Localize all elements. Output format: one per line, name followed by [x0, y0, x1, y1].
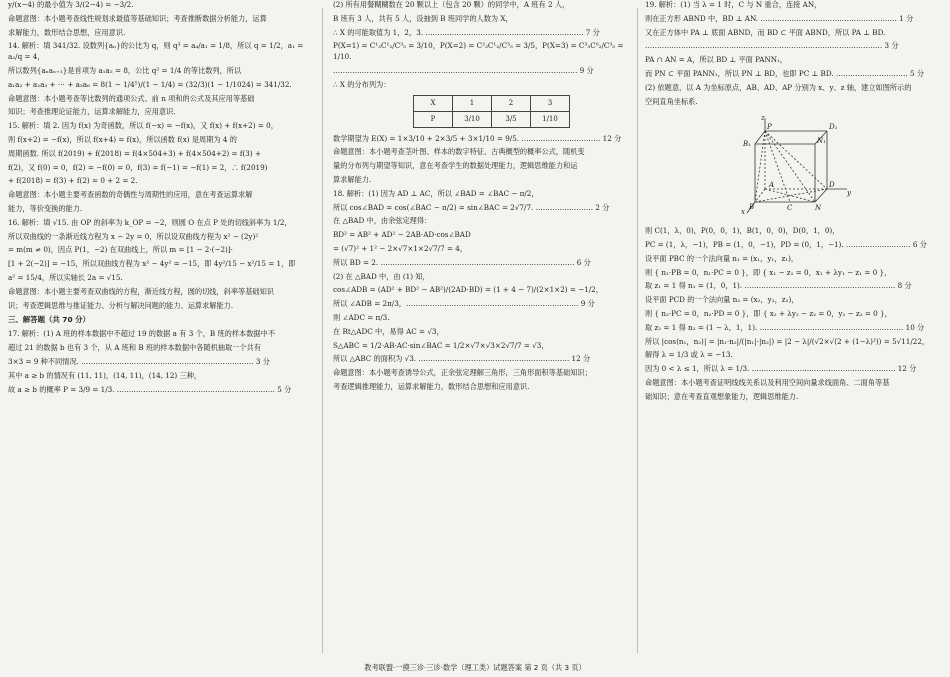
text-line: BD² = AB² + AD² − 2AB·AD·cos∠BAD [333, 230, 471, 240]
text-line: 算求解能力. [333, 174, 372, 184]
text-line: = m(m ≠ 0)，因点 P(1，−2) 在双曲线上，所以 m = [1 − 2·(−2)]· [8, 245, 233, 255]
point-label: B₁ [743, 140, 751, 149]
text-line: 所以 △ABC 的面积为 √3. ……………………………………………………… 12 分 [333, 354, 591, 364]
axis-label-y: y [847, 189, 851, 198]
text-line: 命题意图：本小题考查等比数列的通项公式、前 n 项和的公式及其应用等基础 [8, 93, 255, 103]
axis-label-x: x [741, 208, 745, 217]
text-line: 周期函数. 所以 f(2019) + f(2018) = f(4×504+3) + f(4×504+2) = f(3) + [8, 148, 261, 158]
table-cell: 3/5 [492, 111, 531, 127]
text-line: 所以 ∠ADB = 2π/3，……………………………………………………………… 9 分 [333, 299, 595, 309]
text-line: + f(2018) = f(3) + f(2) = 0 + 2 = 2. [8, 176, 138, 186]
text-line: PC = (1，λ，−1)，PB = (1，0，−1)，PD = (0，1，−1). ……………………… 6 分 [645, 239, 927, 249]
section-heading: 三、解答题（共 70 分） [8, 315, 90, 325]
text-line: 超过 21 的数据 b 也有 3 个，从 A 班和 B 班的样本数据中各随机抽取一个共有 [8, 343, 261, 353]
text-line: 设平面 PCD 的一个法向量 n₂ = (x₂，y₂，z₂)， [645, 295, 799, 305]
text-line: 命题意图：本小题考查茎叶图、样本的数字特征、古典概型的概率公式，随机变 [333, 147, 585, 157]
point-label: D₁ [829, 123, 838, 132]
text-line: 又在正方体中 PA ⊥ 底面 ABND，而 BD ⊂ 平面 ABND，所以 PA ⊥ BD. [645, 27, 886, 37]
table-cell: X [414, 95, 453, 111]
text-line: 则 C(1，λ，0)，P(0，0，1)，B(1，0，0)，D(0，1，0)， [645, 226, 840, 236]
text-line: 而 PN ⊂ 平面 PANN₁，所以 PN ⊥ BD，也即 PC ⊥ BD. ………………………… 5 分 [645, 68, 925, 78]
text-line: a² = 15/4，所以实轴长 2a = √15. [8, 272, 123, 282]
text-line: P(X=1) = C¹₃C¹₂/C³₅ = 3/10，P(X=2) = C²₃C¹₂/C³₅ = 3/5，P(X=3) = C³₃C⁰₂/C³₅ = 1/10. [333, 41, 624, 62]
text-line: 设平面 PBC 的一个法向量 n₁ = (x₁，y₁，z₁)， [645, 253, 799, 263]
column-middle [333, 0, 628, 660]
text-line: y/(x−4) 的最小值为 3/(2−4) = −3/2. [8, 0, 134, 9]
text-line: = (√7)² + 1² − 2×√7×1×2√7/7 = 4， [333, 243, 468, 253]
text-line: a₁a₂ + a₂a₃ + ⋯ + a₅a₆ = 8(1 − 1/4⁵)/(1 − 1/4) = (32/3)(1 − 1/1024) = 341/32. [8, 79, 292, 89]
column-divider [322, 8, 323, 653]
text-line: 14. 解析：填 341/32. 设数列{aₙ}的公比为 q，则 q³ = a₄/a₁ = 1/8，所以 q = 1/2，a₁ = a₂/q = 4， [8, 41, 304, 62]
text-line: ∴ X 的分布列为： [333, 79, 391, 89]
text-line: f(2)，又 f(0) = 0，f(2) = −f(0) = 0，f(3) = f(−1) = −f(1) = 2，∴ f(2019) [8, 162, 268, 172]
text-line: 命题意图：本小题考查线性规划求最值等基础知识；考查推断数据分析能力，运算 [8, 13, 267, 23]
table-cell: 1 [453, 95, 492, 111]
table-cell: 3 [531, 95, 570, 111]
point-label: N [815, 204, 822, 213]
text-line: 量的分布列与期望等知识，意在考查学生的数据处理能力，逻辑思维能力和运 [333, 161, 578, 171]
point-label: D [829, 181, 835, 190]
text-line: (2) 所有用餐糊糊数在 20 颗以上（包含 20 颗）的同学中，A 班有 2 人， [333, 0, 570, 9]
text-line: 数学期望为 E(X) = 1×3/10 + 2×3/5 + 3×1/10 = 9/5. …………………………… 12 分 [333, 133, 622, 143]
text-line: ……………………………………………………………………………………… 3 分 [645, 41, 899, 51]
text-line: 其中 a ≥ b 的情况有 (11, 11)，(14, 11)，(14, 12) 三种， [8, 370, 202, 380]
point-label: C [787, 204, 793, 213]
text-line: 取 z₂ = 1 得 n₂ = (1 − λ，1，1). …………………………………………………… 10 分 [645, 322, 925, 332]
text-line: 故 a ≥ b 的概率 P = 3/9 = 1/3. ………………………………………………………… 5 分 [8, 384, 292, 394]
text-line: 在 Rt△ADC 中，易得 AC = √3， [333, 326, 444, 336]
text-line: 则 f(x+2) = −f(x)，所以 f(x+4) = f(x)，所以函数 f(x) 是周期为 4 的 [8, 134, 237, 144]
text-line: 命题意图：本小题考查证明线线关系以及利用空间向量求线面角、二面角等基 [645, 377, 890, 387]
text-line: 17. 解析：(1) A 班的样本数据中不超过 19 的数据 a 有 3 个，B 班的样本数据中不 [8, 329, 276, 339]
text-line: 15. 解析：填 2. 因为 f(x) 为奇函数，所以 f(−x) = −f(x)，又 f(x) + f(x+2) = 0， [8, 121, 278, 131]
text-line: 识；考查逻辑思维与推证能力、分析与解决问题的能力、运算求解能力. [8, 300, 234, 310]
text-line: (2) 依题意，以 A 为坐标原点，AB、AD、AP 分别为 x、y、z 轴，建立如图所示的 [645, 82, 912, 92]
column-right [645, 0, 945, 660]
text-line: cos∠ADB = (AD² + BD² − AB²)/(2AD·BD) = (1 + 4 − 7)/(2×1×2) = −1/2， [333, 285, 603, 295]
text-line: 则在正方形 ABND 中，BD ⊥ AN. ………………………………………………… 1 分 [645, 13, 914, 23]
text-line: 知识；考查推理论证能力，运算求解能力，应用意识. [8, 107, 176, 117]
text-line: 取 z₁ = 1 得 n₁ = (1，0，1). ……………………………………………………… 8 分 [645, 281, 912, 291]
text-line: 命题意图：本小题主要考查函数的奇偶性与周期性的应用，意在考查运算求解 [8, 190, 253, 200]
text-line: 3×3 = 9 种不同情况. ……………………………………………………………… 3 分 [8, 357, 270, 367]
point-label: N₁ [817, 137, 826, 146]
text-line: [1 + 2(−2)] = −15，所以双曲线方程为 x² − 4y² = −15，即 4y²/15 − x²/15 = 1，即 [8, 259, 296, 269]
text-line: 16. 解析：填 √15. 由 OP 的斜率为 k_OP = −2，则圆 O 在点 P 处的切线斜率为 1/2， [8, 217, 292, 227]
text-line: 命题意图：本小题考查诱导公式，正余弦定理解三角形，三角形面积等基础知识； [333, 368, 592, 378]
text-line: B 班有 3 人，共有 5 人，设抽到 B 班同学的人数为 X， [333, 13, 513, 23]
text-line: 19. 解析：(1) 当 λ = 1 时，C 与 N 重合，连接 AN， [645, 0, 822, 9]
text-line: ………………………………………………………………………………………… 9 分 [333, 65, 594, 75]
table-cell: 2 [492, 95, 531, 111]
text-line: 则 ∠ADC = π/3. [333, 312, 390, 322]
text-line: PA ∩ AN = A，所以 BD ⊥ 平面 PANN₁， [645, 55, 788, 65]
point-label: P [767, 123, 772, 132]
text-line: 所以 cos∠BAD = cos(∠BAC − π/2) = sin∠BAC = 2√7/7. …………………… 2 分 [333, 202, 610, 212]
distribution-table [413, 95, 570, 128]
text-line: 所以 |cos⟨n₁，n₂⟩| = |n₁·n₂|/(|n₁|·|n₂|) = |2 − λ|/(√2×√(2 + (1−λ)²)) = 5√11/22， [645, 336, 930, 346]
text-line: 命题意图：本小题主要考查双曲线的方程，渐近线方程，圆的切线，斜率等基础知识 [8, 286, 274, 296]
table-cell: P [414, 111, 453, 127]
text-line: 18. 解析：(1) 因为 AD ⊥ AC，所以 ∠BAD = ∠BAC − π/2， [333, 188, 539, 198]
point-label: B [749, 203, 755, 212]
table-cell: 1/10 [531, 111, 570, 127]
text-line: 则 { n₁·PB = 0，n₁·PC = 0 }，即 { x₁ − z₁ = 0，x₁ + λy₁ − z₁ = 0 }， [645, 267, 892, 277]
point-label: A [769, 181, 775, 190]
text-line: 则 { n₂·PC = 0，n₂·PD = 0 }，即 { x₂ + λy₂ − z₂ = 0，y₂ − z₂ = 0 }， [645, 308, 892, 318]
text-line: 础知识；意在考查直观想象能力，逻辑思维能力. [645, 391, 799, 401]
text-line: 所以数列{aₙaₙ₊₁}是首项为 a₁a₂ = 8，公比 q² = 1/4 的等比数列，所以 [8, 65, 242, 75]
text-line: ∴ X 的可能取值为 1，2，3. ………………………………………………………… 7 分 [333, 27, 600, 37]
text-line: 解得 λ = 1/3 或 λ = −13. [645, 350, 733, 360]
text-line: 所以双曲线的一条渐近线方程为 x − 2y = 0，所以设双曲线方程为 x² − (2y)² [8, 231, 259, 241]
axis-label-z: z [761, 116, 765, 123]
text-line: 在 △BAD 中，由余弦定理得： [333, 216, 432, 226]
page-footer: 教考联盟·一摸三诊·三诊·数学（理工类）试题答案 第 2 页（共 3 页） [364, 663, 586, 672]
text-line: 因为 0 < λ ≤ 1，所以 λ = 1/3. …………………………………………………… 12 分 [645, 364, 917, 374]
column-divider [637, 8, 638, 653]
column-left [8, 0, 313, 660]
text-line: 考查逻辑推理能力，运算求解能力，数形结合思想和应用意识. [333, 381, 530, 391]
cube-figure [735, 116, 855, 216]
text-line: 求解能力，数形结合思想，应用意识. [8, 27, 126, 37]
text-line: 能力，等价变换的能力. [8, 203, 83, 213]
text-line: (2) 在 △BAD 中，由 (1) 知， [333, 271, 430, 281]
table-cell: 3/10 [453, 111, 492, 127]
text-line: S△ABC = 1/2·AB·AC·sin∠BAC = 1/2×√7×√3×2√7/7 = √3， [333, 340, 549, 350]
text-line: 所以 BD = 2. ……………………………………………………………………… 6 分 [333, 257, 591, 267]
text-line: 空间直角坐标系. [645, 96, 698, 106]
